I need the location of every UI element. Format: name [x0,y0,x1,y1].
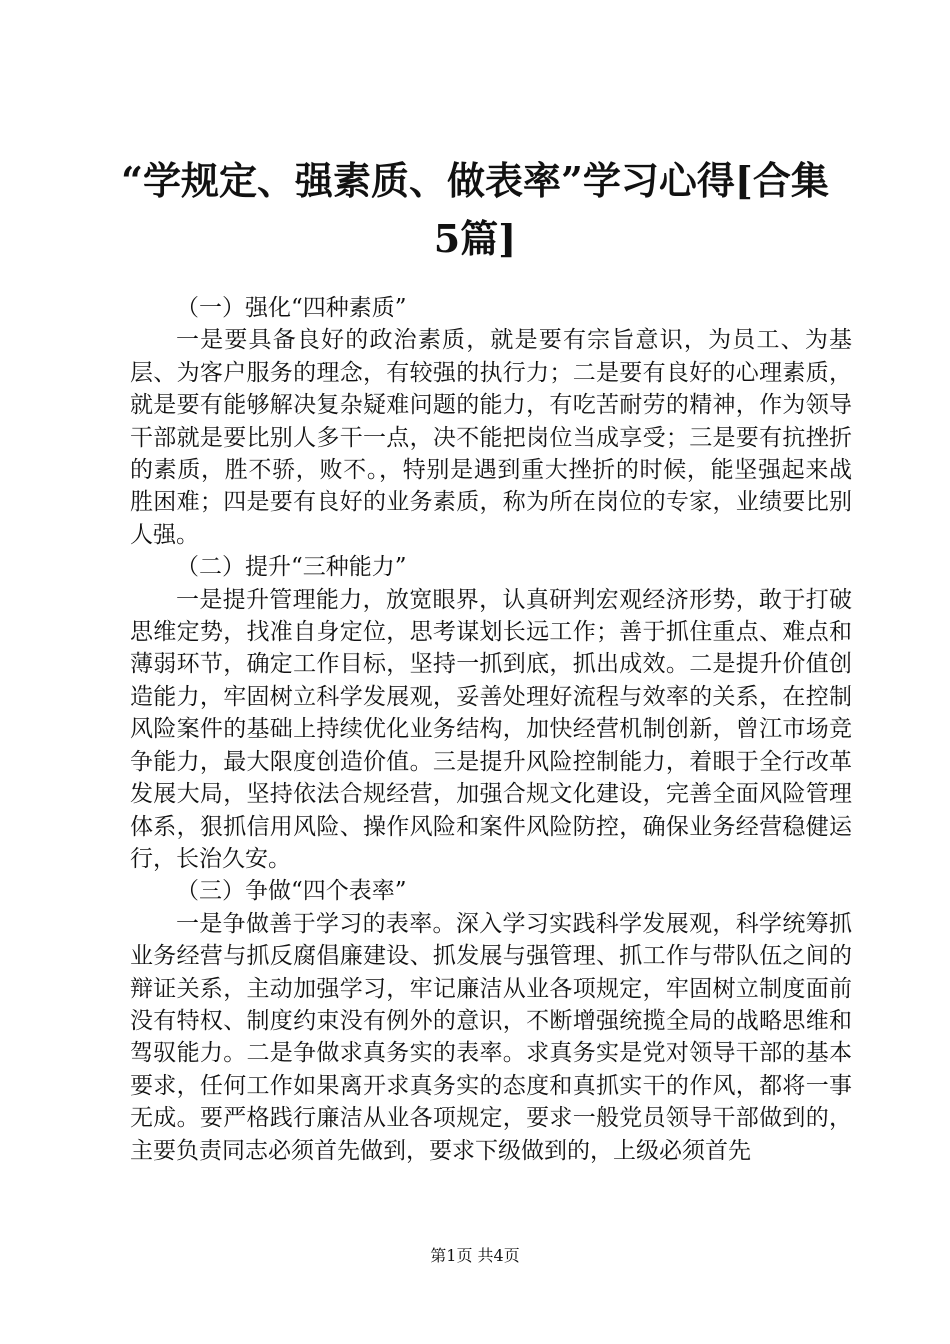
page-footer: 第1页 共4页 [430,1246,520,1265]
section-paragraph-2: 一是提升管理能力，放宽眼界，认真研判宏观经济形势，敢于打破思维定势，找准自身定位，思考谋划长远工作；善于抓住重点、难点和薄弱环节，确定工作目标，坚持一抓到底，抓出成效。二是提升价值创造能力，牢固树立科学发展观，妥善处理好流程与效率的关系，在控制风险案件的基础上持续优化业务结构，加快经营机制创新，曾江市场竞争能力，最大限度创造价值。三是提升风险控制能力，着眼于全行改革发展大局，坚持依法合规经营，加强合规文化建设，完善全面风险管理体系，狠抓信用风险、操作风险和案件风险防控，确保业务经营稳健运行，长治久安。 [130,586,852,872]
section-paragraph-3: 一是争做善于学习的表率。深入学习实践科学发展观，科学统筹抓业务经营与抓反腐倡廉建设、抓发展与强管理、抓工作与带队伍之间的辩证关系，主动加强学习，牢记廉洁从业各项规定，牢固树立制度面前没有特权、制度约束没有例外的意识，不断增强统揽全局的战略思维和驾驭能力。二是争做求真务实的表率。求真务实是党对领导干部的基本要求，任何工作如果离开求真务实的态度和真抓实干的作风，都将一事无成。要严格践行廉洁从业各项规定，要求一般党员领导干部做到的，主要负责同志必须首先做到，要求下级做到的，上级必须首先 [130,910,852,1164]
section-heading-2: （二）提升“三种能力” [176,554,407,581]
document-body [130,292,852,1167]
section-paragraph-1: 一是要具备良好的政治素质，就是要有宗旨意识，为员工、为基层、为客户服务的理念，有较强的执行力；二是要有良好的心理素质，就是要有能够解决复杂疑难问题的能力，有吃苦耐劳的精神，作为领导干部就是要比别人多干一点，决不能把岗位当成享受；三是要有抗挫折的素质，胜不骄，败不。，特别是遇到重大挫折的时候，能坚强起来战胜困难；四是要有良好的业务素质，称为所在岗位的专家，业绩要比别人强。 [130,327,852,548]
document-title: “学规定、强素质、做表率”学习心得[合集5篇] [121,158,829,261]
section-heading-3: （三）争做“四个表率” [176,878,407,905]
section-heading-1: （一）强化“四种素质” [176,295,407,321]
